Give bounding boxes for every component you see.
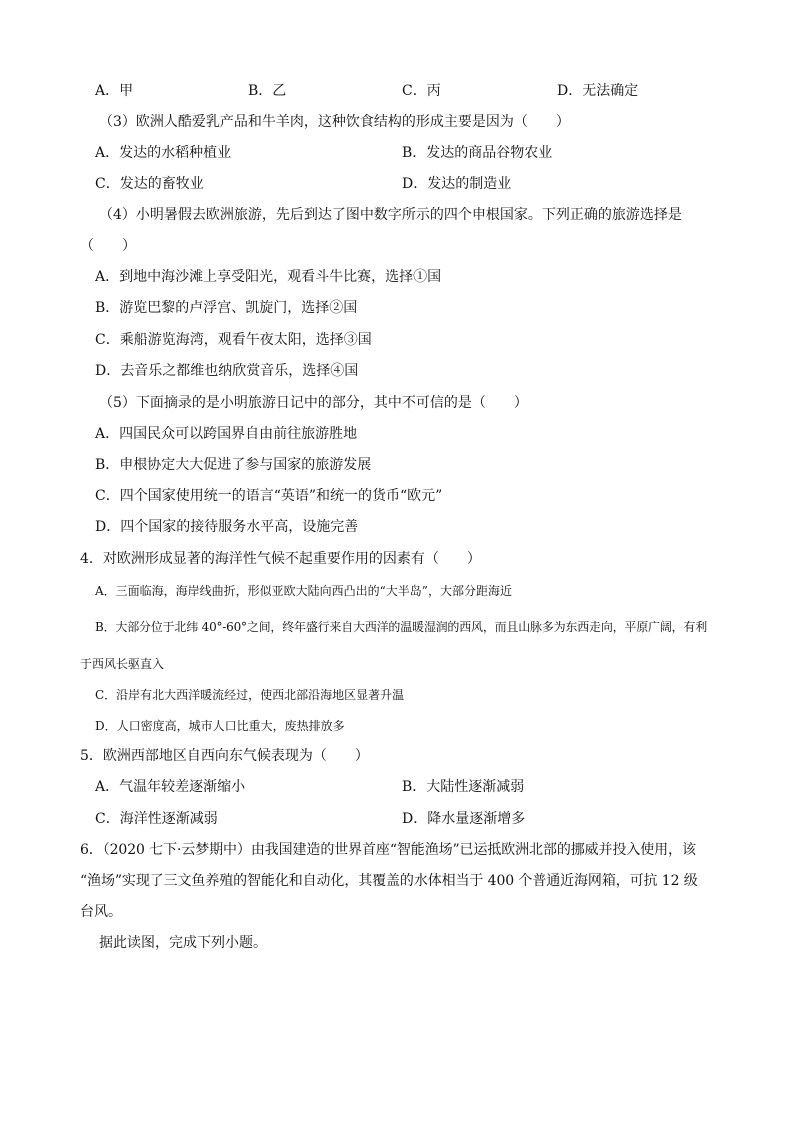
q5sub-option-c: C．四个国家使用统一的语言“英语”和统一的货币“欧元” <box>95 488 443 504</box>
q5-option-b: B．大陆性逐渐减弱 <box>402 779 525 795</box>
q4sub-option-a: A．到地中海沙滩上享受阳光，观看斗牛比赛，选择①国 <box>95 269 442 285</box>
q4-option-c: C．沿岸有北大西洋暖流经过，使西北部沿海地区显著升温 <box>95 688 405 702</box>
q4-option-d: D．人口密度高，城市人口比重大，废热排放多 <box>95 719 345 733</box>
q4-option-b-line2: 于西风长驱直入 <box>80 657 165 671</box>
q4sub-option-c: C．乘船游览海湾，观看午夜太阳，选择③国 <box>95 332 372 348</box>
q3-option-d: D．发达的制造业 <box>402 176 512 192</box>
q5sub-option-b: B．申根协定大大促进了参与国家的旅游发展 <box>95 457 372 473</box>
q6-line4: 据此读图，完成下列小题。 <box>99 935 267 951</box>
q5-option-c: C．海洋性逐渐减弱 <box>95 811 218 827</box>
q5-option-a: A．气温年较差逐渐缩小 <box>95 779 246 795</box>
q4-stem: 4．对欧洲形成显著的海洋性气候不起重要作用的因素有（ ） <box>80 551 481 567</box>
q5-option-d: D．降水量逐渐增多 <box>402 811 526 827</box>
q2-option-d: D．无法确定 <box>557 83 639 99</box>
q5sub-stem: （5）下面摘录的是小明旅游日记中的部分，其中不可信的是（ ） <box>99 395 528 411</box>
q4sub-option-d: D．去音乐之都维也纳欣赏音乐，选择④国 <box>95 363 359 379</box>
q2-option-a: A．甲 <box>95 83 134 99</box>
q6-line2: “渔场”实现了三文鱼养殖的智能化和自动化，其覆盖的水体相当于 400 个普通近海网箱，可抗 12 级 <box>80 873 698 889</box>
q4sub-option-b: B．游览巴黎的卢浮宫、凯旋门，选择②国 <box>95 300 358 316</box>
q5sub-option-a: A．四国民众可以跨国界自由前往旅游胜地 <box>95 426 358 442</box>
q4sub-stem-line1: （4）小明暑假去欧洲旅游，先后到达了图中数字所示的四个申根国家。下列正确的旅游选择是 <box>99 207 682 223</box>
q5sub-option-d: D．四个国家的接待服务水平高，设施完善 <box>95 519 359 535</box>
q3-option-b: B．发达的商品谷物农业 <box>402 145 553 161</box>
q4sub-stem-line2: （ ） <box>80 238 136 254</box>
q4-option-a: A．三面临海，海岸线曲折，形似亚欧大陆向西凸出的“大半岛”，大部分距海近 <box>95 584 512 598</box>
q6-line3: 台风。 <box>80 904 122 920</box>
q6-line1: 6．（2020 七下·云梦期中）由我国建造的世界首座“智能渔场”已运抵欧洲北部的挪威并投入使用，该 <box>80 842 696 858</box>
q2-option-b: B．乙 <box>248 83 287 99</box>
q3-stem: （3）欧洲人酷爱乳产品和牛羊肉，这种饮食结构的形成主要是因为（ ） <box>99 114 570 130</box>
q3-option-a: A．发达的水稻种植业 <box>95 145 232 161</box>
q3-option-c: C．发达的畜牧业 <box>95 176 204 192</box>
q2-option-c: C．丙 <box>402 83 441 99</box>
q5-stem: 5．欧洲西部地区自西向东气候表现为（ ） <box>80 748 369 764</box>
q4-option-b-line1: B．大部分位于北纬 40°-60°之间，终年盛行来自大西洋的温暖湿润的西风，而且山脉多为东西走向，平原广阔，有利 <box>95 620 708 634</box>
